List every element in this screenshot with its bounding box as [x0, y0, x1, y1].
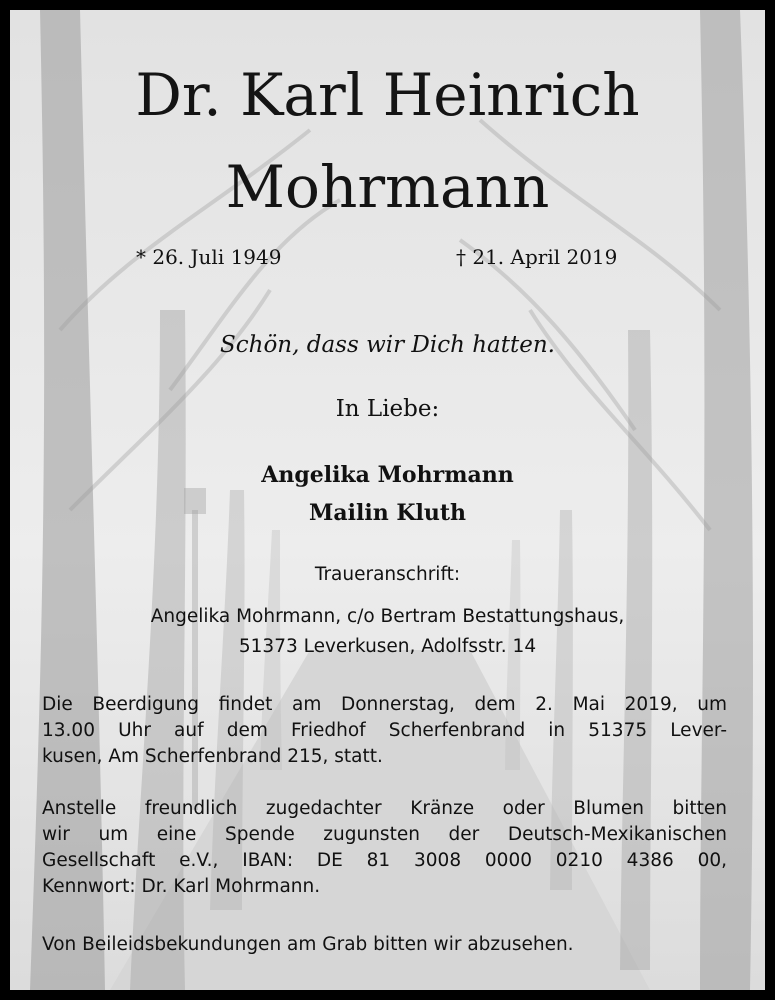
donation-paragraph — [42, 796, 727, 900]
mourner-name: Angelika Mohrmann — [261, 462, 514, 488]
deceased-name-line2: Mohrmann — [225, 153, 550, 221]
funeral-paragraph — [42, 692, 727, 770]
text-line: Anstelle freundlich zugedachter Kränze oder Blumen bitten — [42, 798, 727, 819]
text-line: 13.00 Uhr auf dem Friedhof Scherfenbrand in 51375 Lever- — [42, 720, 727, 741]
text-line: Kennwort: Dr. Karl Mohrmann. — [42, 876, 321, 897]
mourning-address-label: Traueranschrift: — [314, 564, 461, 585]
in-love-heading: In Liebe: — [335, 396, 440, 422]
mourning-address-line: 51373 Leverkusen, Adolfsstr. 14 — [238, 636, 537, 657]
memorial-quote: Schön, dass wir Dich hatten. — [220, 332, 555, 358]
mourner-name: Mailin Kluth — [309, 500, 466, 526]
death-date: † 21. April 2019 — [456, 245, 618, 269]
text-line: wir um eine Spende zugunsten der Deutsch-Mexikanischen — [42, 824, 727, 845]
notice-content — [10, 10, 765, 990]
text-line: Gesellschaft e.V., IBAN: DE 81 3008 0000 0210 4386 00, — [42, 850, 727, 871]
condolence-paragraph — [42, 932, 727, 958]
text-line: Von Beileidsbekundungen am Grab bitten wir abzusehen. — [42, 934, 574, 955]
deceased-name-line1: Dr. Karl Heinrich — [135, 61, 640, 129]
text-line: kusen, Am Scherfenbrand 215, statt. — [42, 746, 383, 767]
mourning-address-line: Angelika Mohrmann, c/o Bertram Bestattungshaus, — [150, 606, 625, 627]
text-line: Die Beerdigung findet am Donnerstag, dem 2. Mai 2019, um — [42, 694, 727, 715]
birth-date: * 26. Juli 1949 — [136, 245, 282, 269]
